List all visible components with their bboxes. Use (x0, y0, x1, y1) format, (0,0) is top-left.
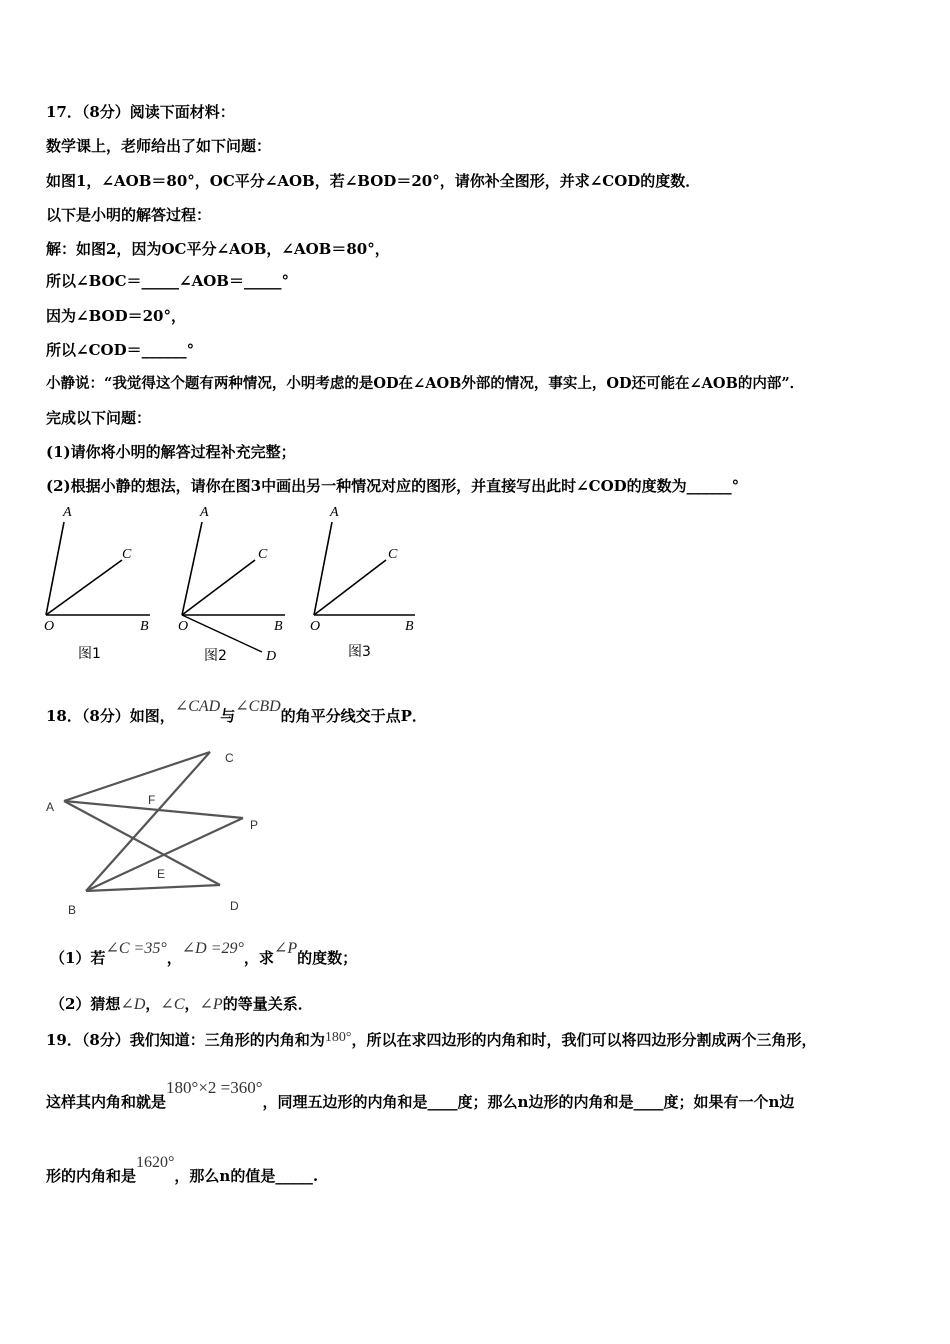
q18-sub1-suffix: 的度数； (297, 949, 358, 967)
fig2-label-o: O (178, 619, 189, 634)
q17-line-8: 小静说：“我觉得这个题有两种情况，小明考虑的是OD在∠AOB外部的情况，事实上，OD还可能在∠AOB的内部”． (46, 375, 805, 392)
fig2-label-b: B (274, 619, 283, 634)
q19-l1-math: 180° (324, 1030, 352, 1045)
q18-prefix: 18．（8分）如图， (46, 707, 175, 725)
fig2-label-a: A (200, 505, 209, 520)
fig3-label-c: C (388, 547, 398, 562)
q17-line-2: 如图1，∠AOB＝80°，OC平分∠AOB，若∠BOD＝20°，请你补全图形，并求∠COD的度数． (46, 172, 701, 190)
q18-sub2-sep1: ， (145, 995, 161, 1013)
q18-angle-cbd: ∠CBD (235, 698, 281, 715)
q17-line-11: (2)根据小静的想法，请你在图3中画出另一种情况对应的图形，并直接写出此时∠COD的度数为______° (46, 477, 740, 495)
q18-sub2-sep2: ， (184, 995, 200, 1013)
fig1-label-a: A (63, 505, 72, 520)
q18-sub1-prefix: （1）若 (50, 949, 106, 967)
fig2-label-d: D (266, 649, 277, 664)
fig1-label-o: O (44, 619, 55, 634)
q19-l1-suffix: ，所以在求四边形的内角和时，我们可以将四边形分割成两个三角形， (351, 1031, 817, 1049)
q18-sub1-sep1: ， (166, 949, 182, 967)
q19-l2-suffix: ，同理五边形的内角和是____度；那么n边形的内角和是____度；如果有一个n边 (262, 1093, 795, 1111)
q18-sub2-angle-d: ∠D (120, 996, 146, 1013)
q18-sub2 (50, 994, 313, 1015)
q18-label-e: E (157, 867, 166, 881)
q19-l1-prefix: 19．（8分）我们知道：三角形的内角和为 (46, 1031, 325, 1049)
q18-sub1-angle-d: ∠D =29° (181, 940, 244, 957)
q17-figure-3 (310, 505, 415, 660)
q19-l2-prefix: 这样其内角和就是 (46, 1093, 167, 1111)
q18-label-d: D (230, 899, 239, 913)
q18-sub2-prefix: （2）猜想 (50, 995, 121, 1013)
q18-label-c: C (225, 751, 234, 765)
q17-line-3: 以下是小明的解答过程： (46, 206, 212, 224)
q17-figure-1 (44, 505, 150, 662)
fig2-label-c: C (258, 547, 268, 562)
q18-sub1-angle-c: ∠C =35° (105, 940, 167, 957)
q18-sub2-angle-p: ∠P (199, 996, 223, 1013)
q18-label-b: B (68, 903, 77, 917)
q17-line-4: 解：如图2，因为OC平分∠AOB，∠AOB＝80°， (46, 240, 390, 258)
q18-sub1-sep2: ，求 (243, 949, 274, 967)
q19-l3-prefix: 形的内角和是 (46, 1167, 137, 1185)
q18-sub2-suffix: 的等量关系． (222, 995, 313, 1013)
q17-figures (30, 500, 430, 670)
q17-line-7: 所以∠COD＝______° (46, 341, 195, 359)
fig3-label-b: B (405, 619, 414, 634)
q17-line-10: (1)请你将小明的解答过程补充完整； (46, 443, 296, 461)
q18-label-p: P (250, 818, 259, 832)
fig1-label-c: C (122, 547, 132, 562)
q18-sub2-angle-c: ∠C (160, 996, 185, 1013)
fig2-caption: 图2 (204, 648, 227, 664)
q18-angle-cad: ∠CAD (174, 698, 221, 715)
fig3-label-o: O (310, 619, 321, 634)
q19-l2-math: 180°×2 =360° (166, 1078, 263, 1097)
q18-mid: 与 (220, 707, 236, 725)
q17-line-9: 完成以下问题： (46, 409, 152, 427)
q19-line-2 (46, 1078, 795, 1112)
q18-label-f: F (148, 793, 156, 807)
q19-l3-suffix: ，那么n的值是_____. (174, 1167, 319, 1185)
fig1-caption: 图1 (78, 646, 101, 662)
fig3-label-a: A (330, 505, 339, 520)
q18-header (46, 698, 427, 727)
q18-suffix: 的角平分线交于点P． (280, 707, 427, 725)
q19-line-3 (46, 1154, 319, 1187)
q18-figure (40, 740, 280, 920)
q19-line-1 (46, 1030, 816, 1052)
fig1-label-b: B (140, 619, 149, 634)
q18-sub1-angle-p: ∠P (273, 940, 298, 957)
q17-header: 17．（8分）阅读下面材料： (46, 103, 235, 121)
q17-line-1: 数学课上，老师给出了如下问题： (46, 137, 272, 155)
q17-line-5: 所以∠BOC＝_____∠AOB＝_____° (46, 272, 289, 290)
q18-label-a: A (46, 800, 55, 814)
q18-sub1 (50, 940, 358, 969)
q19-l3-math: 1620° (136, 1154, 175, 1171)
q17-line-6: 因为∠BOD＝20°， (46, 307, 186, 325)
fig3-caption: 图3 (348, 644, 371, 660)
q17-figure-2 (178, 505, 285, 664)
